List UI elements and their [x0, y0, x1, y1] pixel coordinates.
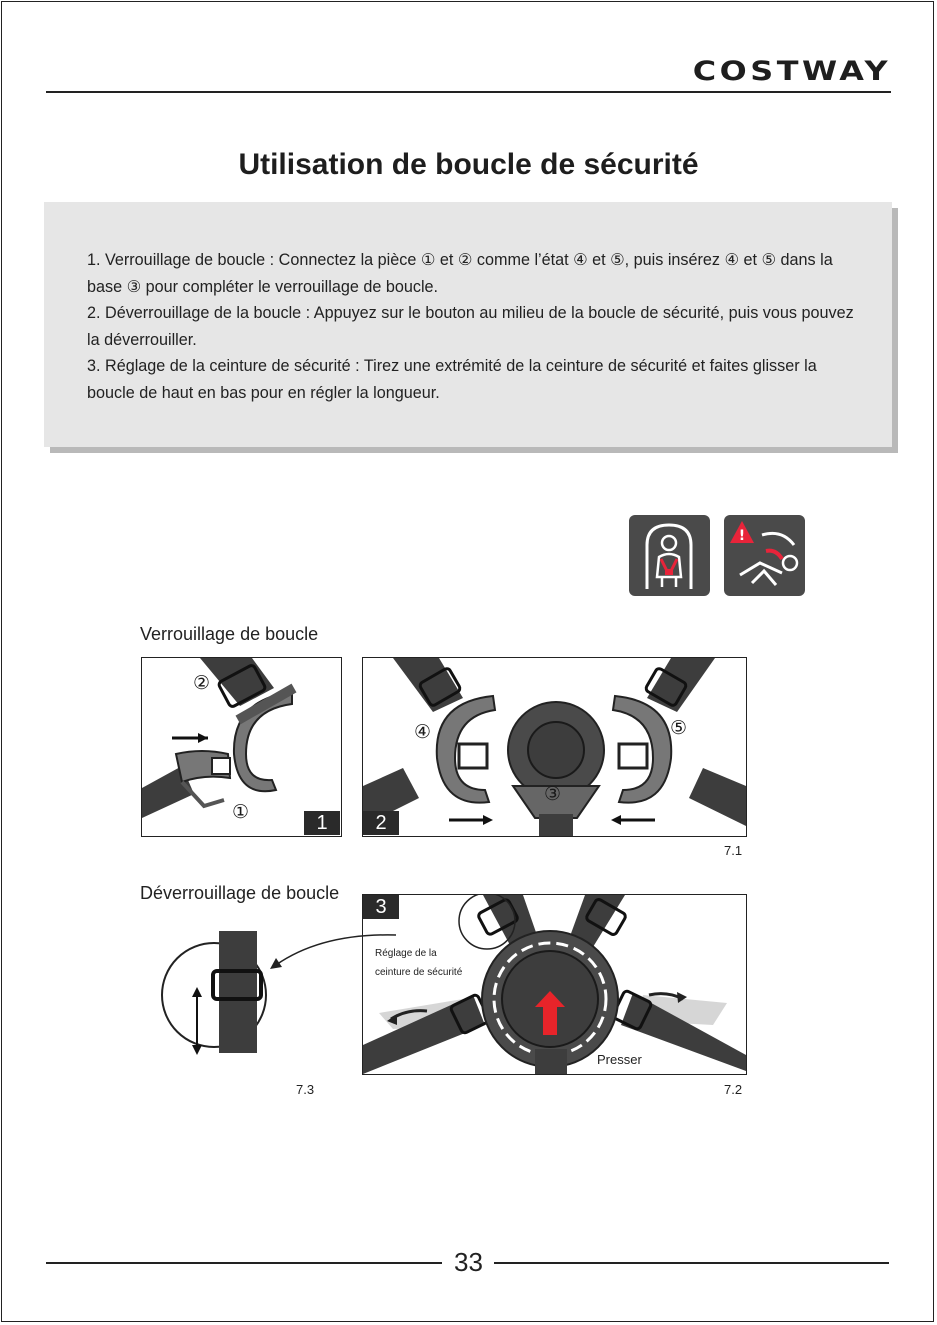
warning-child-fall-icon: [724, 515, 805, 596]
marker-piece-2: ②: [193, 673, 211, 694]
step-badge-2: 2: [363, 811, 399, 835]
marker-piece-5: ⑤: [670, 718, 688, 739]
marker-base-3: ③: [544, 784, 562, 805]
press-label: Presser: [597, 1052, 642, 1067]
section-lock-label: Verrouillage de boucle: [140, 624, 319, 644]
figure-step-2: [362, 657, 747, 837]
figure-number-7-2: 7.2: [724, 1082, 743, 1097]
marker-piece-4: ④: [414, 722, 432, 743]
marker-piece-1: ①: [232, 802, 250, 823]
child-harnessed-icon: [629, 515, 710, 596]
step-badge-1: 1: [304, 811, 340, 835]
step-badge-3: 3: [363, 895, 399, 919]
figure-step-1: [141, 657, 342, 837]
header-rule: [46, 91, 891, 93]
svg-text:!: !: [738, 528, 746, 544]
instructions-text: [87, 247, 857, 406]
connector-arrow: [262, 925, 402, 975]
figure-7-3-zoom: [157, 915, 271, 1076]
page-title: Utilisation de boucle de sécurité: [238, 148, 699, 181]
adjust-label-line2: ceinture de sécurité: [375, 967, 463, 978]
figure-step-3: [362, 894, 747, 1075]
instruction-2: 2. Déverrouillage de la boucle : Appuyez sur le bouton au milieu de la boucle de sécurité, puis vous pouvez la déverrouiller.: [87, 304, 854, 349]
adjust-label-line1: Réglage de la: [375, 948, 437, 959]
section-unlock-label: Déverrouillage de boucle: [140, 883, 340, 903]
instruction-3: 3. Réglage de la ceinture de sécurité : Tirez une extrémité de la ceinture de sécurité et faites glisser la boucle de haut en bas pour en régler la longueur.: [87, 357, 817, 402]
figure-number-7-3: 7.3: [296, 1082, 315, 1097]
brand-logo: COSTWAY: [692, 56, 891, 87]
instruction-1: 1. Verrouillage de boucle : Connectez la pièce ① et ② comme l’état ④ et ⑤, puis insérez ④ et ⑤ dans la base ③ pour compléter le verrouillage de boucle.: [87, 251, 833, 296]
page-number: 33: [454, 1247, 483, 1277]
figure-number-7-1: 7.1: [724, 843, 743, 858]
